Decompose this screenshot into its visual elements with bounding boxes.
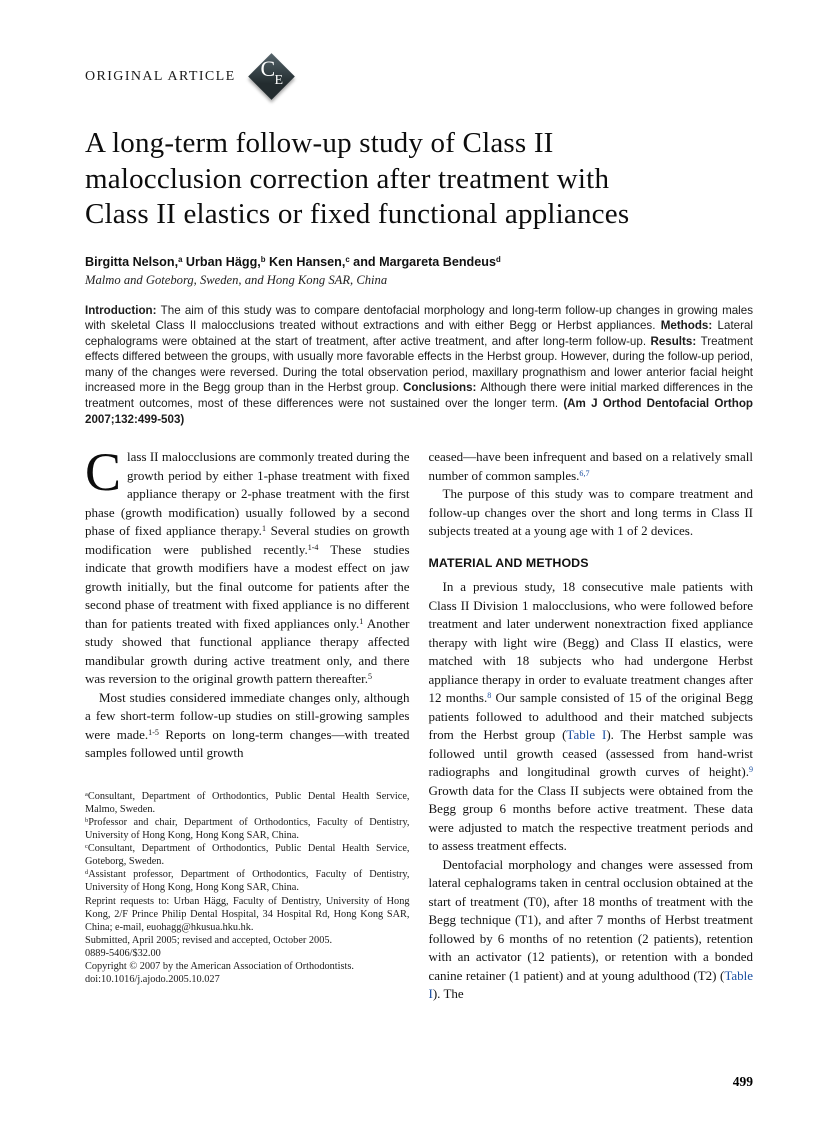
text-run: ceased—have been infrequent and based on a relatively small number of common samples.	[428, 449, 753, 483]
citation-superscript: c	[345, 254, 350, 264]
ce-letter-e: E	[274, 73, 284, 88]
paragraph-text	[85, 442, 410, 687]
citation-link[interactable]: 6,7	[579, 468, 590, 478]
bold-text: Methods:	[660, 319, 718, 333]
left-column	[85, 442, 410, 1004]
abstract-paragraph	[85, 303, 753, 428]
text-run: Ken Hansen,	[265, 254, 346, 269]
bold-text: Results:	[650, 334, 701, 348]
body-columns	[85, 442, 754, 1004]
citation-superscript: b	[260, 254, 266, 264]
text-run: Another study showed that functional appliance therapy affected mandibular growth during active treatment only, and there was reversion to the original growth pattern thereafter.	[85, 615, 410, 687]
text-run: Consultant, Department of Orthodontics, Public Dental Health Service, Goteborg, Sweden.	[85, 843, 410, 868]
bold-text: Introduction:	[85, 303, 161, 317]
citation-superscript: a	[85, 790, 88, 798]
page-number: 499	[732, 1074, 753, 1089]
footnote-doi: doi:10.1016/j.ajodo.2005.10.027	[85, 974, 220, 986]
text-run: Urban Hägg,	[182, 254, 261, 269]
text-run: Professor and chair, Department of Orthodontics, Faculty of Dentistry, University of Hong Kong, Hong Kong SAR, China.	[85, 816, 410, 842]
text-run: Our sample consisted of 15 of the original Begg patients followed to adulthood and their matched subjects from the Herbst group (	[428, 690, 753, 743]
bold-text: (Am J Orthod Dentofacial Orthop 2007;132:499-503)	[85, 397, 753, 426]
article-header	[85, 52, 753, 102]
citation-superscript: 1	[359, 616, 364, 626]
body-paragraph	[429, 856, 754, 1004]
text-run: Dentofacial morphology and changes were assessed from lateral cephalograms taken in central occlusion obtained at the start of treatment (T0), after 18 months of treatment with the Begg technique (T1), and after 7 months of Herbst treatment followed by 6 months of no retention (2 patients), retention with an activator (12 patients), or retention with a bonded canine retainer (1 patient) and at young adulthood (T2) (	[428, 856, 753, 983]
body-paragraph	[85, 689, 410, 763]
footnote-issn-price: 0889-5406/$32.00	[85, 947, 161, 959]
footnote-affiliation-d	[85, 868, 410, 894]
author-line	[85, 255, 753, 269]
citation-superscript: c	[85, 842, 88, 850]
citation-link[interactable]: 9	[748, 765, 753, 775]
citation-superscript: 1	[261, 524, 266, 534]
text-run: lass II malocclusions are commonly treated during the growth period by either 1-phase treatment with fixed appliance therapy or 2-phase treatment with the first phase (growth modification) usually followed by a second phase of fixed appliance therapy.	[85, 449, 410, 539]
text-run: Treatment effects differed between the groups, with usually more favorable effects in the Herbst group. However, during the follow-up period, many of the changes were reversed. During the total observation period, maxillary prognathism and lower anterior facial height increased more in the Begg group than in the Herbst group.	[85, 334, 754, 395]
ce-letter-c: C	[260, 56, 276, 81]
citation-superscript: 1-4	[307, 542, 319, 552]
text-run: Although there were initial marked differences in the treatment outcomes, most of these differences were not sustained over the longer term.	[85, 381, 753, 411]
body-paragraph-intro	[85, 442, 410, 689]
citation-superscript: d	[85, 869, 89, 877]
bold-text: Conclusions:	[402, 381, 481, 395]
right-column	[429, 448, 754, 1004]
text-run: ). The Herbst sample was followed until growth ceased (assessed from hand-wrist radiographs and longitudinal growth curves of height).	[428, 727, 754, 780]
footnotes-block	[85, 790, 410, 986]
footnote-affiliation-a	[85, 790, 410, 816]
body-paragraph	[429, 485, 754, 541]
article-type-label: ORIGINAL ARTICLE	[85, 69, 236, 84]
text-run: Consultant, Department of Orthodontics, Public Dental Health Service, Malmo, Sweden.	[85, 790, 410, 815]
table-link[interactable]: Table I	[428, 967, 753, 1002]
article-title-line: A long-term follow-up study of Class II	[85, 127, 554, 159]
text-run: Lateral cephalograms were obtained at the start of treatment, after active treatment, and after long-term follow-up.	[85, 319, 753, 348]
article-title-line: malocclusion correction after treatment with	[85, 162, 610, 195]
article-title-line: Class II elastics or fixed functional appliances	[85, 198, 630, 230]
body-paragraph	[429, 578, 754, 856]
text-run: Birgitta Nelson,	[85, 254, 179, 269]
text-run: These studies indicate that growth modifiers have a modest effect on jaw growth initially, but the final outcome for patients after the second phase of treatment with fixed appliance is no different than for patients treated with fixed appliances only.	[85, 541, 410, 631]
citation-link[interactable]: 8	[487, 691, 492, 701]
citation-superscript: 5	[368, 672, 373, 682]
text-run: The aim of this study was to compare dentofacial morphology and long-term follow-up changes in growing males with skeletal Class II malocclusions treated without extractions and with either Begg or Herbst appliances.	[85, 303, 753, 333]
text-run: Reports on long-term changes—with treated samples followed until growth	[85, 726, 410, 761]
table-link[interactable]: Table I	[566, 727, 607, 743]
text-run: Several studies on growth modification were published recently.	[85, 523, 410, 557]
text-run: ). The	[432, 986, 464, 1002]
text-run: Most studies considered immediate changes only, although a few short-term follow-up studies on still-growing samples were made.	[85, 689, 410, 742]
text-run: In a previous study, 18 consecutive male patients with Class II Division 1 malocclusions, who were followed before treatment and later underwent nonextraction fixed appliance therapy with light wire (Begg) and Class II elastics, were matched with 18 subjects who had undergone Herbst appliance therapy in order to evaluate treatment changes after 12 months.	[428, 579, 753, 706]
body-paragraph	[429, 448, 754, 485]
affiliation-line: Malmo and Goteborg, Sweden, and Hong Kong SAR, China	[85, 272, 388, 287]
text-run: Growth data for the Class II subjects were obtained from the Begg group 6 months before active treatment. These data were adjusted to match the respective treatment periods and to assess treatment effects.	[428, 782, 753, 854]
text-run: The purpose of this study was to compare treatment and follow-up changes over the short and long terms in Class II subjects treated at a young age with 1 of 2 devices.	[428, 486, 753, 539]
footnote-affiliation-b	[85, 816, 410, 842]
footnote-reprint-requests: Reprint requests to: Urban Hägg, Faculty of Dentistry, University of Hong Kong, 2/F Prince Philip Dental Hospital, 34 Hospital Rd, Hong Kong SAR, China; e-mail, euohagg@hkusua.hku.hk.	[85, 895, 410, 933]
footnote-affiliation-c	[85, 842, 410, 868]
footnote-copyright: Copyright © 2007 by the American Association of Orthodontists.	[85, 960, 354, 972]
dropcap-letter: C	[85, 442, 122, 503]
footnote-submitted: Submitted, April 2005; revised and accepted, October 2005.	[85, 934, 333, 946]
citation-superscript: a	[178, 254, 183, 264]
text-run: Assistant professor, Department of Orthodontics, Faculty of Dentistry, University of Hong Kong, Hong Kong SAR, China.	[85, 869, 410, 894]
citation-superscript: d	[495, 254, 501, 264]
ce-badge	[244, 52, 298, 102]
citation-superscript: 1-5	[148, 727, 159, 737]
article-title	[85, 126, 753, 233]
text-run: and Margareta Bendeus	[349, 254, 496, 269]
citation-superscript: b	[85, 816, 89, 824]
section-heading-material-and-methods: MATERIAL AND METHODS	[428, 555, 589, 570]
